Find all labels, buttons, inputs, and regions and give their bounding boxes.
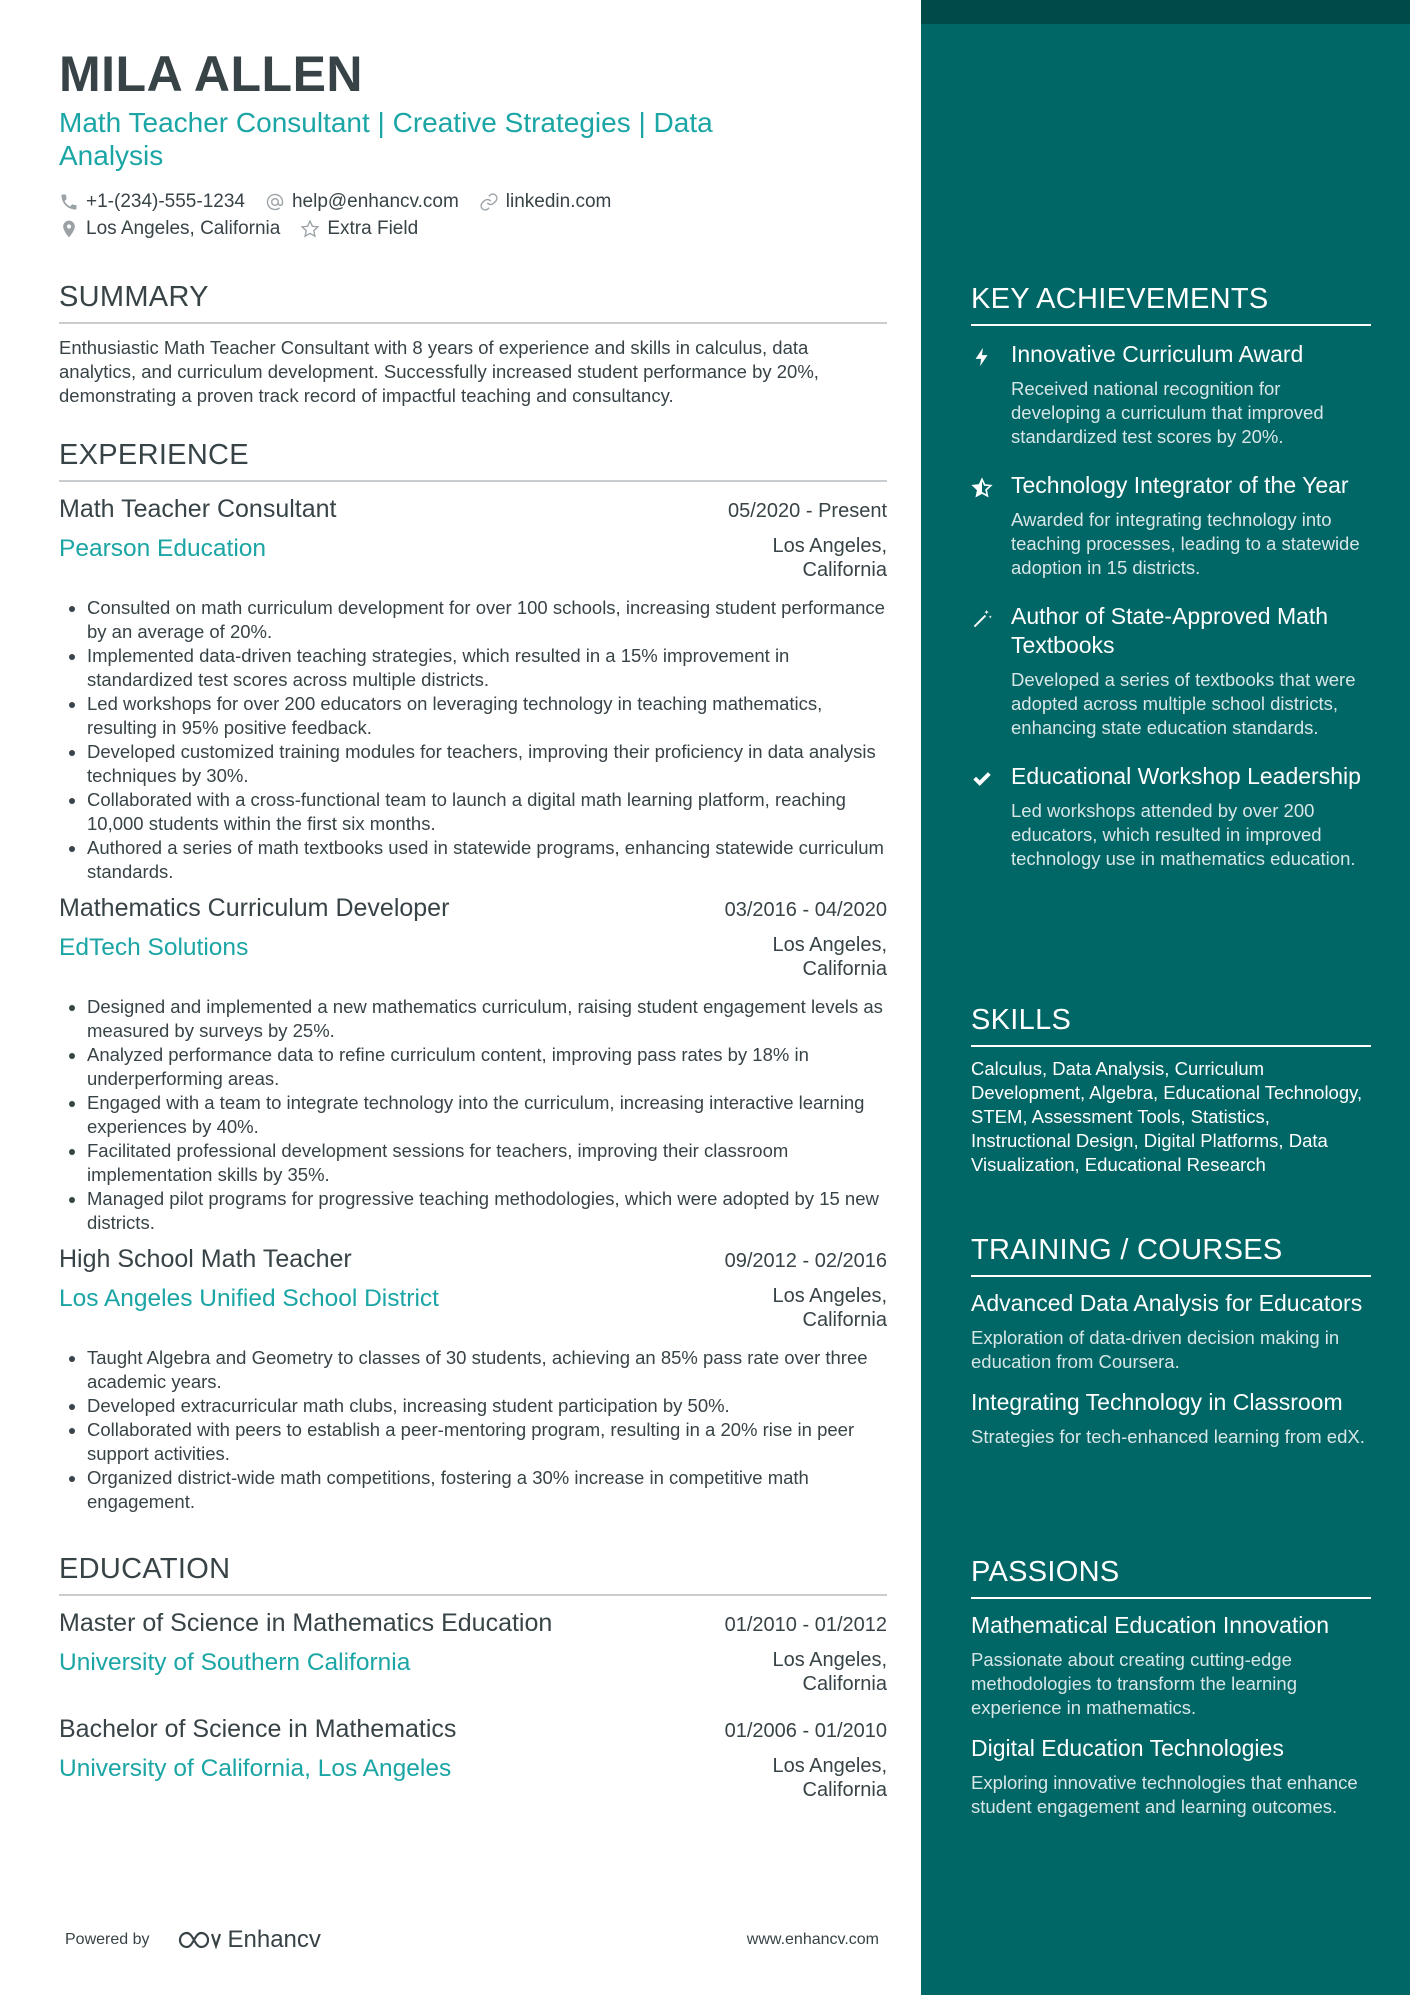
linkedin-contact[interactable] xyxy=(479,191,612,213)
achievement-item xyxy=(971,471,1371,580)
passion-item xyxy=(971,1611,1371,1720)
achievements-section xyxy=(971,282,1371,871)
enhancv-logo[interactable] xyxy=(176,1926,321,1954)
achievements-section-title: KEY ACHIEVEMENTS xyxy=(971,282,1371,326)
passion-item xyxy=(971,1734,1371,1819)
extra-field-text: Extra Field xyxy=(327,217,419,239)
contact-info xyxy=(59,188,887,242)
website-link[interactable]: www.enhancv.com xyxy=(746,1931,879,1948)
skills-section xyxy=(971,1003,1371,1177)
company-name: Pearson Education xyxy=(59,535,267,562)
job-bullets xyxy=(59,596,887,884)
bullet: • Authored a series of math textbooks used in statewide programs, enhancing statewide curriculum standards. xyxy=(87,836,887,884)
phone-icon xyxy=(59,192,79,212)
phone-contact xyxy=(59,191,245,213)
achievement-title: Educational Workshop Leadership xyxy=(1011,763,1361,789)
school-name: University of California, Los Angeles xyxy=(59,1755,452,1782)
job-title: Mathematics Curriculum Developer xyxy=(59,894,450,922)
achievement-item xyxy=(971,340,1371,449)
bullet: • Implemented data-driven teaching strategies, which resulted in a 15% improvement in standardized test scores across multiple districts. xyxy=(87,644,887,692)
achievement-desc: Received national recognition for developing a curriculum that improved standardized test scores by 20%. xyxy=(1011,378,1324,447)
achievement-item xyxy=(971,762,1371,871)
education-entry xyxy=(59,1608,887,1696)
extra-field xyxy=(300,218,418,240)
job-bullets xyxy=(59,1346,887,1514)
passion-title: Mathematical Education Innovation xyxy=(971,1612,1329,1638)
main-column xyxy=(59,46,887,1801)
achievement-item xyxy=(971,602,1371,740)
summary-text: Enthusiastic Math Teacher Consultant with 8 years of experience and skills in calculus, data analytics, and curriculum development. Successfully increased student performance by 20%, demonstrating a proven track record of impactful teaching and consultancy. xyxy=(59,337,819,406)
passion-title: Digital Education Technologies xyxy=(971,1735,1284,1761)
achievement-title: Technology Integrator of the Year xyxy=(1011,472,1349,498)
at-icon xyxy=(265,192,285,212)
candidate-name: MILA ALLEN xyxy=(59,46,364,102)
bullet: • Consulted on math curriculum development for over 100 schools, increasing student performance by an average of 20%. xyxy=(87,596,887,644)
skills-list: Calculus, Data Analysis, Curriculum Development, Algebra, Educational Technology, STEM, Assessment Tools, Statistics, Instructional Design, Digital Platforms, Data Visualization, Educational Research xyxy=(971,1058,1363,1175)
achievement-desc: Led workshops attended by over 200 educators, which resulted in improved technology use in mathematics education. xyxy=(1011,800,1356,869)
education-section-title: EDUCATION xyxy=(59,1552,887,1596)
achievement-title: Author of State-Approved Math Textbooks xyxy=(1011,603,1329,658)
job-title: Math Teacher Consultant xyxy=(59,495,337,523)
summary-section-title: SUMMARY xyxy=(59,280,887,324)
phone-number: +1-(234)-555-1234 xyxy=(86,190,245,212)
training-section-title: TRAINING / COURSES xyxy=(971,1233,1371,1277)
job-dates: 09/2012 - 02/2016 xyxy=(724,1250,887,1272)
school-location: Los Angeles, California xyxy=(772,1649,887,1695)
experience-entry xyxy=(59,494,887,884)
bullet: • Engaged with a team to integrate technology into the curriculum, increasing interactive learning experiences by 40%. xyxy=(87,1091,887,1139)
education-dates: 01/2010 - 01/2012 xyxy=(724,1614,887,1636)
training-item xyxy=(971,1289,1371,1374)
achievement-title: Innovative Curriculum Award xyxy=(1011,341,1304,367)
bullet: • Led workshops for over 200 educators on leveraging technology in teaching mathematics, resulting in 95% positive feedback. xyxy=(87,692,887,740)
brand-name: Enhancv xyxy=(227,1926,321,1953)
email-address[interactable]: help@enhancv.com xyxy=(291,190,459,212)
passions-section xyxy=(971,1555,1371,1819)
job-dates: 03/2016 - 04/2020 xyxy=(724,899,887,921)
bullet: • Designed and implemented a new mathematics curriculum, raising student engagement levels as measured by surveys by 25%. xyxy=(87,995,887,1043)
location-text: Los Angeles, California xyxy=(86,217,281,239)
star-outline-icon xyxy=(300,219,320,239)
location-contact xyxy=(59,218,280,240)
powered-by-label: Powered by xyxy=(65,1931,150,1948)
bullet: • Collaborated with peers to establish a peer-mentoring program, resulting in a 20% rise in peer support activities. xyxy=(87,1418,887,1466)
training-desc: Strategies for tech-enhanced learning from edX. xyxy=(971,1426,1365,1447)
education-dates: 01/2006 - 01/2010 xyxy=(724,1720,887,1742)
job-title: High School Math Teacher xyxy=(59,1245,352,1273)
training-title: Integrating Technology in Classroom xyxy=(971,1389,1343,1415)
training-section xyxy=(971,1233,1371,1449)
experience-section-title: EXPERIENCE xyxy=(59,438,887,482)
sidebar xyxy=(921,0,1410,1995)
passion-desc: Passionate about creating cutting-edge methodologies to transform the learning experience in mathematics. xyxy=(971,1649,1297,1718)
skills-section-title: SKILLS xyxy=(971,1003,1371,1047)
linkedin-link[interactable]: linkedin.com xyxy=(505,190,612,212)
school-name: University of Southern California xyxy=(59,1649,411,1676)
link-icon xyxy=(479,192,499,212)
school-location: Los Angeles, California xyxy=(772,1755,887,1801)
powered-by xyxy=(65,1926,321,1954)
education-entry xyxy=(59,1714,887,1802)
checkmark-icon xyxy=(971,768,993,790)
bullet: • Facilitated professional development sessions for teachers, improving their classroom implementation skills by 35%. xyxy=(87,1139,887,1187)
sidebar-top-band xyxy=(921,0,1410,24)
footer xyxy=(65,1926,879,1954)
bullet: • Organized district-wide math competitions, fostering a 30% increase in competitive math engagement. xyxy=(87,1466,887,1514)
job-location: Los Angeles, California xyxy=(772,1285,887,1331)
bullet: • Collaborated with a cross-functional team to launch a digital math learning platform, reaching 10,000 students within the first six months. xyxy=(87,788,887,836)
job-bullets xyxy=(59,995,887,1235)
bullet: • Taught Algebra and Geometry to classes of 30 students, achieving an 85% pass rate over three academic years. xyxy=(87,1346,887,1394)
passions-section-title: PASSIONS xyxy=(971,1555,1371,1599)
lightning-icon xyxy=(971,346,993,368)
achievement-desc: Awarded for integrating technology into teaching processes, leading to a statewide adoption in 15 districts. xyxy=(1011,509,1360,578)
experience-entry xyxy=(59,1244,887,1514)
bullet: • Developed customized training modules for teachers, improving their proficiency in data analysis techniques by 30%. xyxy=(87,740,887,788)
bullet: • Developed extracurricular math clubs, increasing student participation by 50%. xyxy=(87,1394,887,1418)
training-item xyxy=(971,1388,1371,1449)
company-name: EdTech Solutions xyxy=(59,934,249,961)
star-icon xyxy=(971,477,993,499)
achievement-desc: Developed a series of textbooks that were adopted across multiple school districts, enhancing state education standards. xyxy=(1011,669,1356,738)
degree-title: Master of Science in Mathematics Education xyxy=(59,1609,553,1637)
bullet: • Managed pilot programs for progressive teaching methodologies, which were adopted by 15 new districts. xyxy=(87,1187,887,1235)
job-location: Los Angeles, California xyxy=(772,934,887,980)
location-pin-icon xyxy=(59,219,79,239)
job-location: Los Angeles, California xyxy=(772,535,887,581)
magic-wand-icon xyxy=(971,608,993,630)
training-desc: Exploration of data-driven decision making in education from Coursera. xyxy=(971,1327,1340,1372)
training-title: Advanced Data Analysis for Educators xyxy=(971,1290,1363,1316)
degree-title: Bachelor of Science in Mathematics xyxy=(59,1715,457,1743)
passion-desc: Exploring innovative technologies that enhance student engagement and learning outcomes. xyxy=(971,1772,1358,1817)
experience-entry xyxy=(59,893,887,1235)
email-contact[interactable] xyxy=(265,191,459,213)
company-name: Los Angeles Unified School District xyxy=(59,1285,439,1312)
job-dates: 05/2020 - Present xyxy=(728,500,887,522)
headline: Math Teacher Consultant | Creative Strategies | Data Analysis xyxy=(59,107,713,171)
enhancv-logo-icon xyxy=(176,1928,222,1952)
bullet: • Analyzed performance data to refine curriculum content, improving pass rates by 18% in underperforming areas. xyxy=(87,1043,887,1091)
